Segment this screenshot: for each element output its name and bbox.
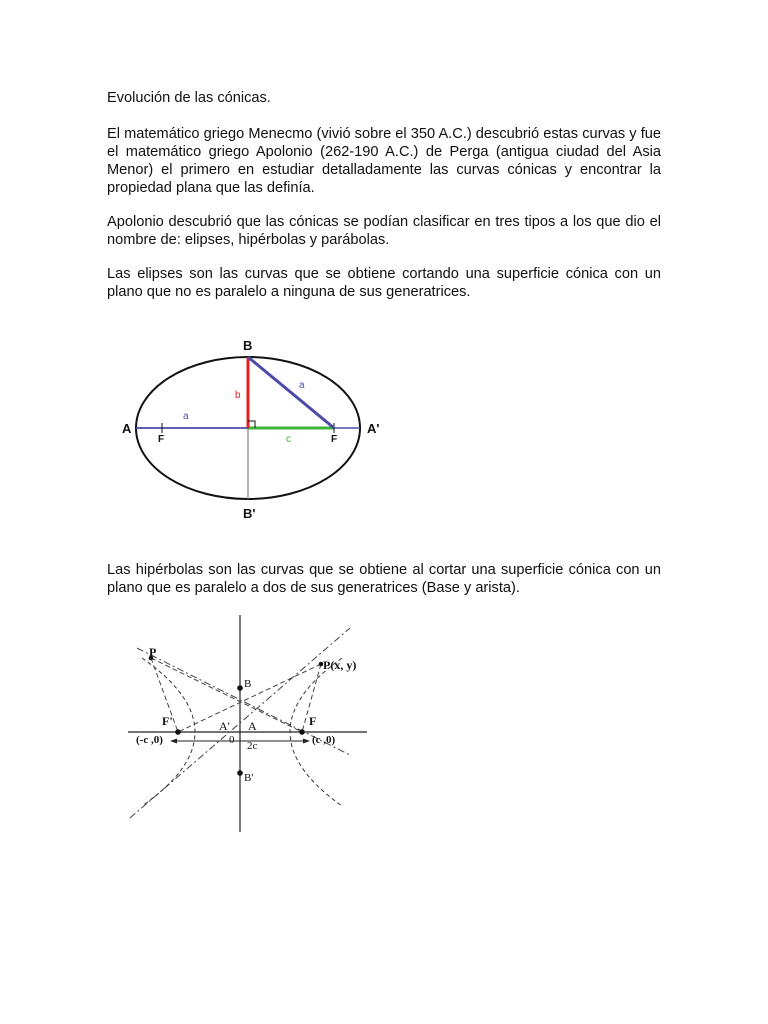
label-B-prime: B' <box>244 772 254 784</box>
label-two-c: 2c <box>247 740 258 752</box>
label-A-prime: A' <box>219 719 230 733</box>
point-F-prime <box>175 729 181 735</box>
paragraph-hyperbola: Las hipérbolas son las curvas que se obtiene al cortar una superficie cónica con un plano que es paralelo a dos de sus generatrices (Base y arista). <box>107 562 661 596</box>
two-c-arrowhead-right <box>303 739 310 744</box>
label-origin: 0 <box>229 734 235 746</box>
a-hypotenuse <box>248 357 334 428</box>
label-pos-c: (c ,0) <box>312 734 336 746</box>
document-title: Evolución de las cónicas. <box>107 90 271 106</box>
label-F-right: F <box>331 434 338 445</box>
label-c: c <box>286 434 291 445</box>
paragraph-classification: Apolonio descubrió que las cónicas se podían clasificar en tres tipos a los que dio el nombre de: elipses, hipérbolas y parábolas. <box>107 214 661 248</box>
label-a-left: a <box>183 411 189 422</box>
ellipse-diagram <box>110 330 400 530</box>
label-A-prime: A' <box>367 421 380 436</box>
hyperbola-diagram <box>120 610 380 840</box>
label-P: P <box>149 645 157 659</box>
label-B: B <box>243 338 253 353</box>
label-B-prime: B' <box>243 506 256 521</box>
label-A: A <box>248 719 257 733</box>
label-A: A <box>122 421 132 436</box>
label-F: F <box>309 714 317 728</box>
paragraph-history: El matemático griego Menecmo (vivió sobre el 350 A.C.) descubrió estas curvas y fue el matemático griego Apolonio (262-190 A.C.) de Perga (antigua ciudad del Asia Menor) el primero en estudiar detalladamente las curvas cónicas y encontrar la propiedad plana que las definía. <box>107 126 661 196</box>
label-Pxy: P(x, y) <box>323 658 357 672</box>
label-B: B <box>244 678 252 690</box>
label-a-diag: a <box>299 380 305 391</box>
paragraph-ellipse: Las elipses son las curvas que se obtiene cortando una superficie cónica con un plano que no es paralelo a ninguna de sus generatrices. <box>107 266 661 300</box>
label-neg-c: (-c ,0) <box>136 734 163 746</box>
point-F <box>299 729 305 735</box>
point-B <box>237 685 243 691</box>
two-c-arrowhead-left <box>170 739 177 744</box>
label-F-left: F <box>158 434 165 445</box>
label-F-prime: F' <box>162 714 173 728</box>
label-b: b <box>235 390 241 401</box>
point-B-prime <box>237 770 243 776</box>
